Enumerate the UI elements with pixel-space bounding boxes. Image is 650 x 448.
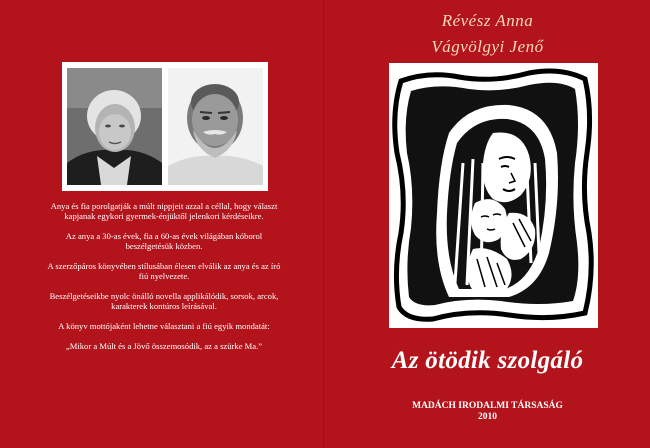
author-photo-mother bbox=[67, 68, 162, 185]
publisher-name: MADÁCH IRODALMI TÁRSASÁG bbox=[412, 401, 563, 411]
blurb-paragraph: A szerzőpáros könyvében stílusában élesen elválik az anya és az író fiú nyelvezete. bbox=[47, 260, 281, 282]
blurb-motto: „Mikor a Múlt és a Jövő összemosódik, az a szürke Ma.” bbox=[65, 340, 263, 351]
spine-divider bbox=[323, 0, 324, 448]
author-name-1: Révész Anna bbox=[441, 11, 534, 30]
cover-illustration-frame bbox=[389, 63, 598, 328]
book-title: Az ötödik szolgáló bbox=[391, 347, 584, 374]
blurb-paragraph: Anya és fia porolgatják a múlt nippjeit azzal a céllal, hogy választ kapjanak egykori gyermek-énjüktől jelenkori kérdéseikre. bbox=[50, 201, 278, 222]
author-photo-son bbox=[168, 68, 263, 185]
blurb-paragraph: Beszélgetéseikbe nyolc önálló novella applikálódik, sorsok, arcok, karakterek kontúros leírásával. bbox=[49, 290, 279, 312]
blurb-paragraph: A könyv mottójaként lehetne választani a fiú egyik mondatát: bbox=[58, 320, 270, 331]
madonna-woodcut-illustration bbox=[389, 63, 598, 328]
author-name-2: Vágvölgyi Jenő bbox=[431, 37, 544, 56]
author-photos-frame bbox=[62, 62, 268, 191]
blurb-paragraph: Az anya a 30-as évek, fia a 60-as évek világában kóborol beszélgetésük közben. bbox=[65, 230, 263, 252]
publication-year: 2010 bbox=[478, 412, 497, 422]
back-cover-blurb bbox=[44, 201, 284, 360]
